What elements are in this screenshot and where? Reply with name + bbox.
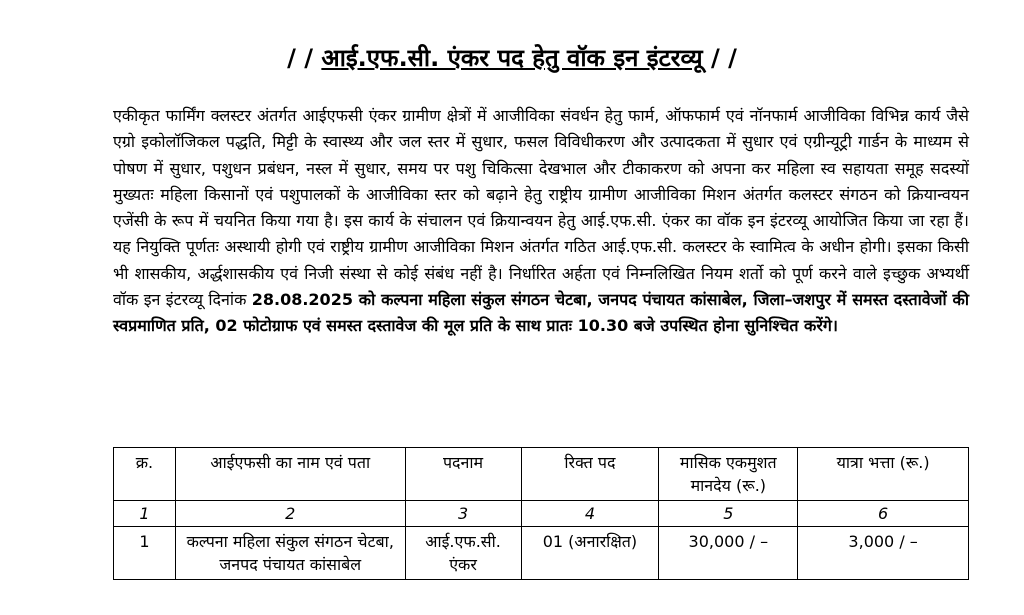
- page-heading: [0, 38, 1024, 78]
- header-designation: पदनाम: [405, 448, 521, 501]
- cell-vacancy: 01 (अनारक्षित): [521, 527, 659, 580]
- column-number: 1: [114, 501, 176, 527]
- cell-sno: 1: [114, 527, 176, 580]
- header-vacancy: रिक्त पद: [521, 448, 659, 501]
- notice-paragraph: [113, 103, 969, 340]
- vacancy-table: [113, 447, 969, 580]
- column-number: 4: [521, 501, 659, 527]
- header-ifc-name: आईएफसी का नाम एवं पता: [175, 448, 405, 501]
- header-travel-allowance: यात्रा भत्ता (रू.): [798, 448, 969, 501]
- cell-ifc-name-address: कल्पना महिला संकुल संगठन चेटबा, जनपद पंचायत कांसाबेल: [175, 527, 405, 580]
- table-column-number-row: [114, 501, 969, 527]
- heading-suffix: / /: [710, 44, 737, 72]
- column-number: 3: [405, 501, 521, 527]
- table-row: [114, 527, 969, 580]
- column-number: 6: [798, 501, 969, 527]
- notice-text-bold: 28.08.2025 को कल्पना महिला संकुल संगठन चेटबा, जनपद पंचायत कांसाबेल, जिला–जशपुर में समस्त दस्तावेजों की स्वप्रमाणित प्रति, 02 फोटोग्राफ एवं समस्त दस्तावेज की मूल प्रति के साथ प्रातः 10.30 बजे उपस्थित होना सुनिश्चित करेंगे।: [113, 290, 969, 336]
- heading-prefix: / /: [287, 44, 313, 72]
- page-title: आई.एफ.सी. एंकर पद हेतु वॉक इन इंटरव्यू: [321, 44, 703, 72]
- notice-text: एकीकृत फार्मिंग क्लस्टर अंतर्गत आईएफसी एंकर ग्रामीण क्षेत्रों में आजीविका संवर्धन हेतु फार्म, ऑफफार्म एवं नॉनफार्म आजीविका विभिन्न कार्य जैसे एग्रो इकोलॉजिकल पद्धति, मिट्टी के स्वास्थ्य और जल स्तर में सुधार, फसल विविधीकरण और उत्पादकता में सुधार एवं एग्रीन्यूट्री गार्डन के माध्यम से पोषण में सुधार, पशुधन प्रबंधन, नस्ल में सुधार, समय पर पशु चिकित्सा देखभाल और टीकाकरण को अपना कर महिला स्व सहायता समूह सदस्यों मुख्यतः महिला किसानों एवं पशुपालकों के आजीविका स्तर को बढ़ाने हेतु राष्ट्रीय ग्रामीण आजीविका मिशन अंतर्गत कलस्टर संगठन को क्रियान्वयन एजेंसी के रूप में चयनित किया गया है। इस कार्य के संचालन एवं क्रियान्वयन हेतु आई.एफ.सी. एंकर का वॉक इन इंटरव्यू आयोजित किया जा रहा हैं। यह नियुक्ति पूर्णतः अस्थायी होगी एवं राष्ट्रीय ग्रामीण आजीविका मिशन अंतर्गत गठित आई.एफ.सी. कलस्टर के स्वामित्व के अधीन होगी। इसका किसी भी शासकीय, अर्द्धशासकीय एवं निजी संस्था से कोई संबंध नहीं है। निर्धारित अर्हता एवं निम्नलिखित नियम शर्तो को पूर्ण करने वाले इच्छुक अभ्यर्थी वॉक इन इंटरव्यू दिनांक: [113, 106, 969, 310]
- header-honorarium: मासिक एकमुशत मानदेय (रू.): [659, 448, 798, 501]
- column-number: 5: [659, 501, 798, 527]
- header-sno: क्र.: [114, 448, 176, 501]
- column-number: 2: [175, 501, 405, 527]
- cell-honorarium: 30,000 / –: [659, 527, 798, 580]
- cell-travel-allowance: 3,000 / –: [798, 527, 969, 580]
- cell-designation: आई.एफ.सी. एंकर: [405, 527, 521, 580]
- table-header-row: [114, 448, 969, 501]
